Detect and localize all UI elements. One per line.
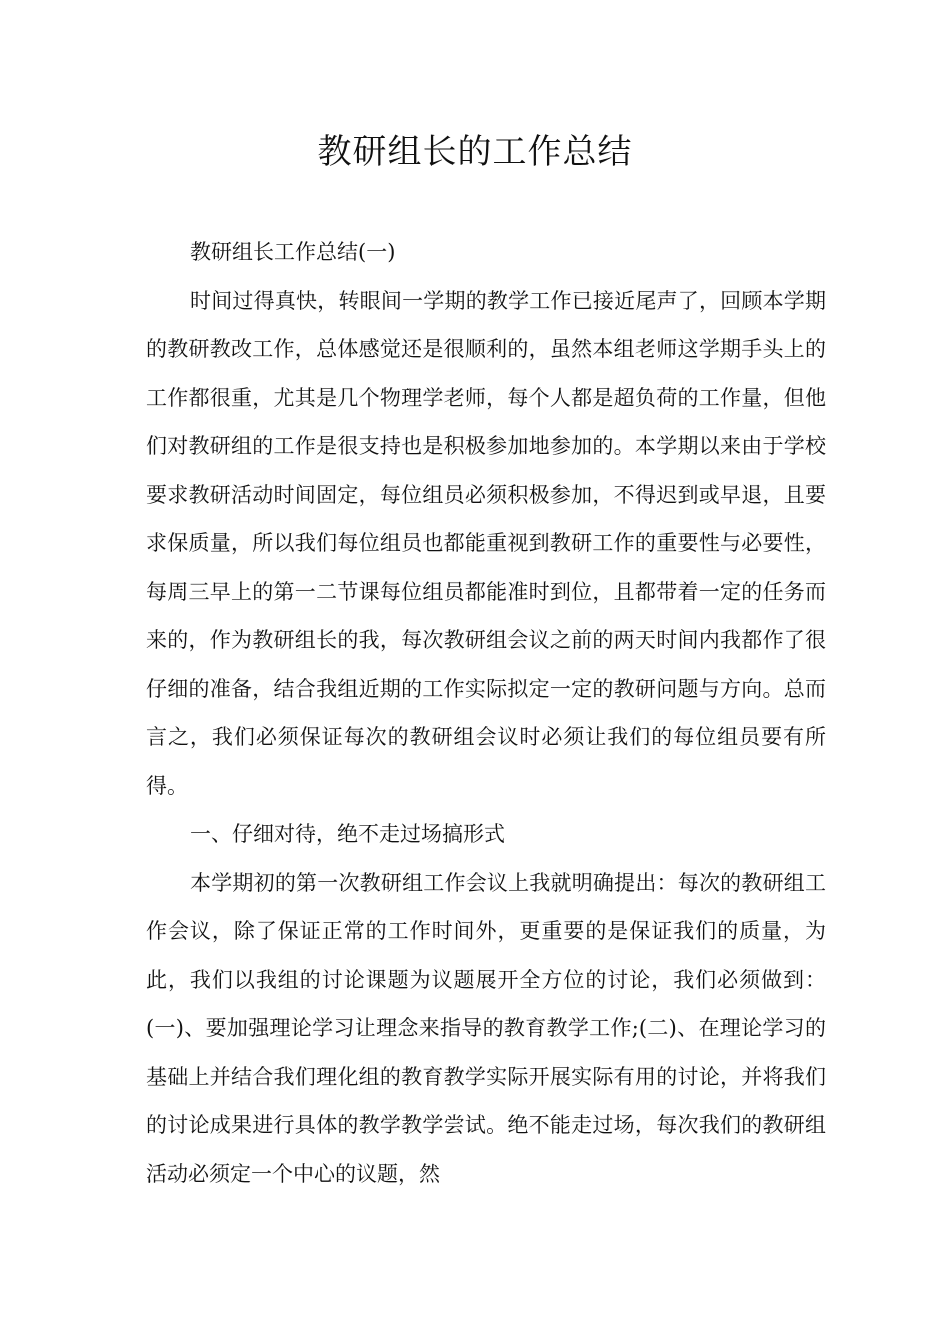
body-paragraph: 时间过得真快，转眼间一学期的教学工作已接近尾声了，回顾本学期的教研教改工作，总体感觉还是很顺利的，虽然本组老师这学期手头上的工作都很重，尤其是几个物理学老师，每个人都是超负荷的工作量，但他们对教研组的工作是很支持也是积极参加地参加的。本学期以来由于学校要求教研活动时间固定，每位组员必须积极参加，不得迟到或早退，且要求保质量，所以我们每位组员也都能重视到教研工作的重要性与必要性，每周三早上的第一二节课每位组员都能准时到位，且都带着一定的任务而来的，作为教研组长的我，每次教研组会议之前的两天时间内我都作了很仔细的准备，结合我组近期的工作实际拟定一定的教研问题与方向。总而言之，我们必须保证每次的教研组会议时必须让我们的每位组员要有所得。 — [146, 288, 826, 798]
section-heading: 教研组长工作总结(一) — [190, 240, 396, 264]
document-title: 教研组长的工作总结 — [317, 132, 633, 172]
body-paragraph: 本学期初的第一次教研组工作会议上我就明确提出：每次的教研组工作会议，除了保证正常的工作时间外，更重要的是保证我们的质量，为此，我们以我组的讨论课题为议题展开全方位的讨论，我们必须做到：(一)、要加强理论学习让理念来指导的教育教学工作;(二)、在理论学习的基础上并结合我们理化组的教育教学实际开展实际有用的讨论，并将我们的讨论成果进行具体的教学教学尝试。绝不能走过场，每次我们的教研组活动必须定一个中心的议题，然 — [146, 870, 826, 1186]
subsection-heading: 一、仔细对待，绝不走过场搞形式 — [190, 822, 505, 846]
document-body — [146, 228, 826, 1198]
